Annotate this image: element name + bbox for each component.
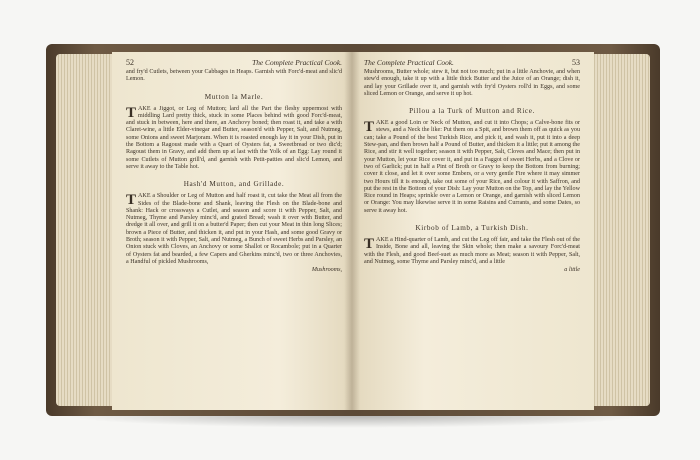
- drop-cap: T: [126, 192, 137, 209]
- section-text: AKE a Hind-quarter of Lamb, and cut the Leg off fair, and take the Flesh out of the Inside, Bone and all, leaving the Skin whole; then make a savoury Forc'd-meat with the Flesh, and good Beef-suet as much more as Meat; season it with Pepper, Salt, and Nutmeg, some Thyme and Parsley minc'd, and a little: [364, 237, 580, 265]
- right-catchword: a little: [564, 267, 580, 274]
- section-heading: Kirbob of Lamb, a Turkish Dish.: [415, 224, 529, 233]
- drop-cap: T: [126, 104, 137, 121]
- drop-cap: T: [364, 236, 375, 253]
- section-body: [364, 120, 580, 215]
- left-catchword: Mushrooms,: [311, 267, 342, 274]
- section-body: [126, 106, 342, 172]
- right-page-number: 53: [572, 58, 580, 67]
- section-body: [126, 193, 342, 266]
- section-heading: Mutton la Marle.: [204, 92, 264, 101]
- right-carryover-text: Mushrooms, Butter whole; stew it, but not too much; put in a little Anchovie, and when stew'd enough, take it up with a little thick Butter and the Juice of an Orange; dish it, and lay your Grillade over it, and garnish with fry'd Oysters roll'd in Eggs, and some sliced Lemon or Orange, and serve it up hot.: [364, 69, 580, 97]
- section-text: AKE a Shoulder or Leg of Mutton and half roast it, cut take the Meat all from the Sides of the Blade-bone and Shank, leaving the Flesh on the Blade-bone and Shank: Hack or crossways a Cutlet, and season and score it with Pepper, Salt, and Nutmeg, Thyme and Parsley minc'd, and grated Bread; wash it over with Butter, and dredge it all over, and grill it on a butter'd Paper; then cut your Meat in thin long Slices; brown a Piece of Butter, and thicken it, and put in your Hash, and some good Gravy or Broth; season it with Pepper, Salt, and Nutmeg, a Bunch of sweet Herbs and Parsley, an Onion stuck with Cloves, an Anchovy or some Shallot or Rocambole; put in a Quarter of Oysters fat and bearded, a few Capers and Gherkins minc'd, two or three Anchovies, a Handful of pickled Mushrooms,: [126, 193, 342, 265]
- section-heading: Hash'd Mutton, and Grillade.: [183, 180, 285, 189]
- right-running-title: The Complete Practical Cook.: [364, 58, 454, 67]
- left-page: [112, 52, 352, 410]
- page-edges-left: [56, 54, 114, 406]
- left-page-number: 52: [126, 58, 134, 67]
- left-carryover-text: and fry'd Cutlets, between your Cabbages in Heaps. Garnish with Forc'd-meat and slic'd Lemon.: [126, 69, 342, 83]
- right-running-head: [364, 58, 580, 67]
- page-edges-right: [592, 54, 650, 406]
- section-body: [364, 237, 580, 266]
- section-text: AKE a Jiggot, or Leg of Mutton; lard all the Part the fleshy uppermost with middling Lard pretty thick, stuck in some Places behind with good Forc'd-meat, and stuck in between, here and there, an Anchovy boned; then roast it, and take a with Claret-wine, a little Elder-vinegar and Butter, season'd with Pepper, Salt, and Nutmeg, some Onions and sweet Marjoram. When it is roasted enough lay it in your Dish, put in the Bottom a Ragoust made with a Quart of Oysters fat, a Sweetbread or two dic'd; Ragoust them in Gravy, and add them up at last with the Yolk of an Egg: Lay round it some Cutlets of Mutton grill'd, and garnish with Petit-patties and slic'd Lemon, and serve it away to the Table hot.: [126, 105, 342, 170]
- left-running-title: The Complete Practical Cook.: [252, 58, 342, 67]
- right-page: [352, 52, 594, 410]
- left-running-head: [126, 58, 342, 67]
- section-text: AKE a good Loin or Neck of Mutton, and cut it into Chops; a Calve-bone fits or stews, and a Neck the like: Put them on a Spit, and brown them off as quick as you can; take a Pound of the best Turkish Rice, and pick it, and wash it, put it into a deep Stew-pan, and then brown half a Pound of Butter, and thicken it a little; put it among the Rice, and stir it well together; season it with Pepper, Salt, Cloves and Mace; then put in your Mutton, let your Rice cover it, and put in a Faggot of sweet Herbs, and a Clove or two of Garlick; put in half a Pint of Broth or Gravy to keep the Bottom from burning; cover it close, and let it over some Embers, or a very gentle Fire where it may simmer two Hours till it is enough, take out some of your Rice, and colour it with Saffron, and put the rest in the Bottom of your Dish: Lay your Mutton on the Top, and lay the Yellow Rice round in Heaps; sprinkle over a Lemon or Orange, and garnish with sliced Lemon or Orange: You may likewise serve it in some Raisins and Currants, and some Dates, so serve it away hot.: [364, 120, 580, 214]
- book-gutter: [344, 52, 360, 410]
- section-heading: Pillou a la Turk of Mutton and Rice.: [409, 107, 535, 116]
- drop-cap: T: [364, 119, 375, 136]
